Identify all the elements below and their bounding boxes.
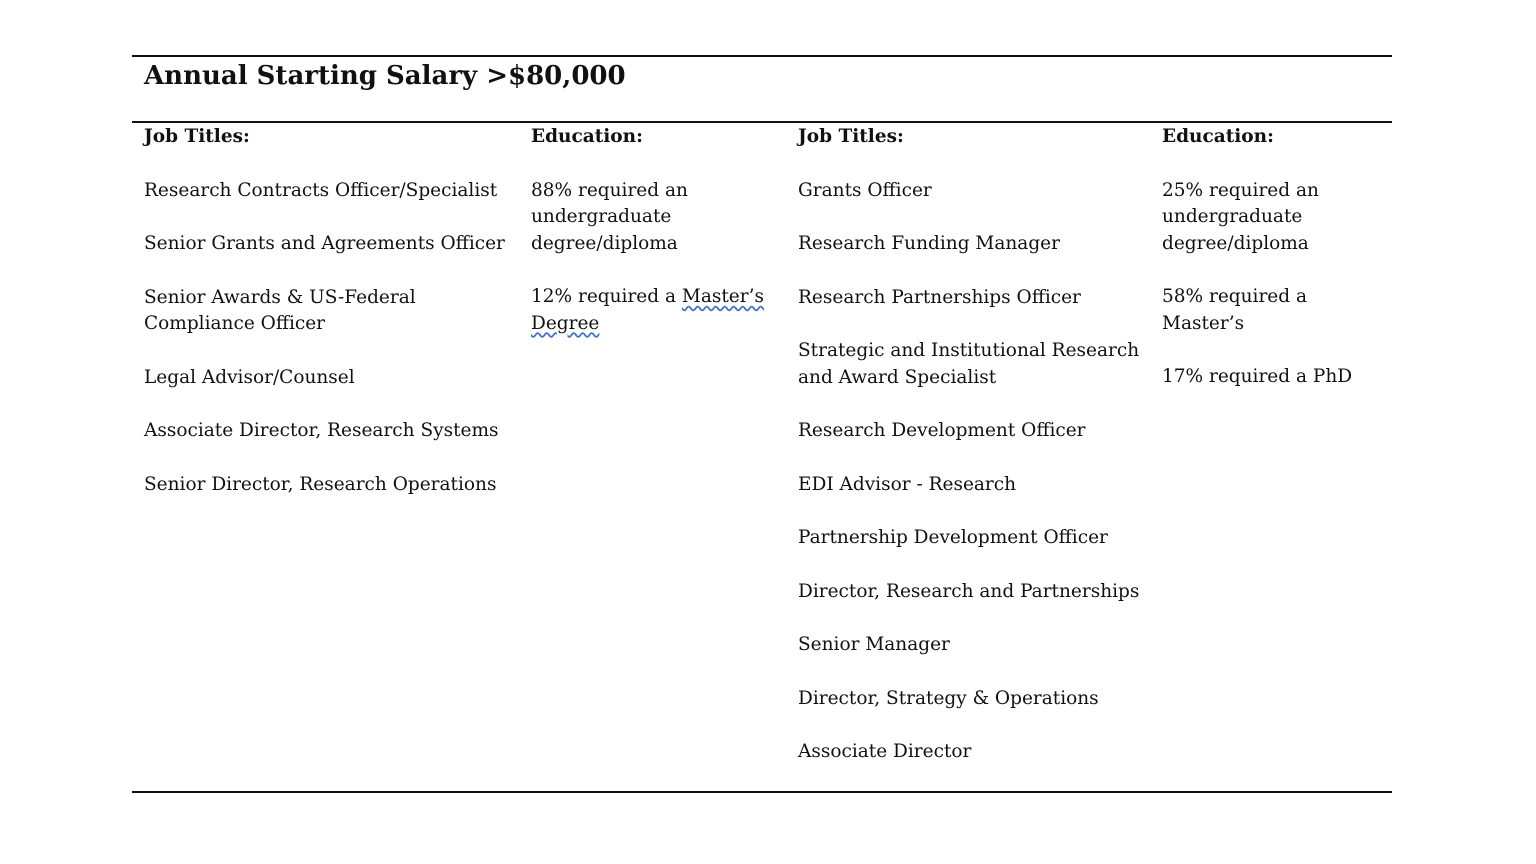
page-title: Annual Starting Salary >$80,000 <box>144 61 626 91</box>
education-item: 25% required an undergraduate degree/diploma <box>1162 179 1319 254</box>
education-item-prefix: 12% required a <box>531 286 682 307</box>
bottom-rule <box>132 791 1392 793</box>
left-education-heading: Education: <box>531 126 643 147</box>
job-title-item: Research Funding Manager <box>798 233 1060 254</box>
job-title-item: Senior Awards & US-Federal Compliance Officer <box>144 286 416 334</box>
job-title-item: Associate Director, Research Systems <box>144 420 499 441</box>
right-job-titles-column <box>798 124 1148 793</box>
education-item: 88% required an undergraduate degree/diploma <box>531 179 688 254</box>
job-title-item: Associate Director <box>798 741 972 762</box>
job-title-item: Research Development Officer <box>798 420 1086 441</box>
education-item: 17% required a PhD <box>1162 366 1353 387</box>
header-rule <box>132 121 1392 123</box>
job-title-item: Strategic and Institutional Research and Award Specialist <box>798 340 1140 388</box>
top-rule <box>132 55 1392 57</box>
job-title-item: Director, Strategy & Operations <box>798 687 1099 709</box>
job-title-item: Senior Director, Research Operations <box>144 473 497 495</box>
education-item <box>531 284 781 337</box>
spellcheck-flagged-text[interactable]: Master’s Degree <box>531 286 764 334</box>
job-title-item: Senior Manager <box>798 634 950 655</box>
right-job-titles-heading: Job Titles: <box>798 126 904 147</box>
right-education-column <box>1162 124 1387 418</box>
left-education-column <box>531 124 781 364</box>
job-title-item: Research Partnerships Officer <box>798 286 1081 308</box>
job-title-item: Senior Grants and Agreements Officer <box>144 233 505 254</box>
education-item: 58% required a Master’s <box>1162 286 1308 334</box>
job-title-item: Legal Advisor/Counsel <box>144 366 355 388</box>
job-title-item: Grants Officer <box>798 179 932 201</box>
job-title-item: Research Contracts Officer/Specialist <box>144 179 498 201</box>
job-title-item: Partnership Development Officer <box>798 527 1108 548</box>
left-job-titles-column <box>144 124 514 525</box>
right-education-heading: Education: <box>1162 126 1274 147</box>
job-title-item: EDI Advisor - Research <box>798 473 1017 495</box>
left-job-titles-heading: Job Titles: <box>144 126 250 147</box>
job-title-item: Director, Research and Partnerships <box>798 580 1140 602</box>
